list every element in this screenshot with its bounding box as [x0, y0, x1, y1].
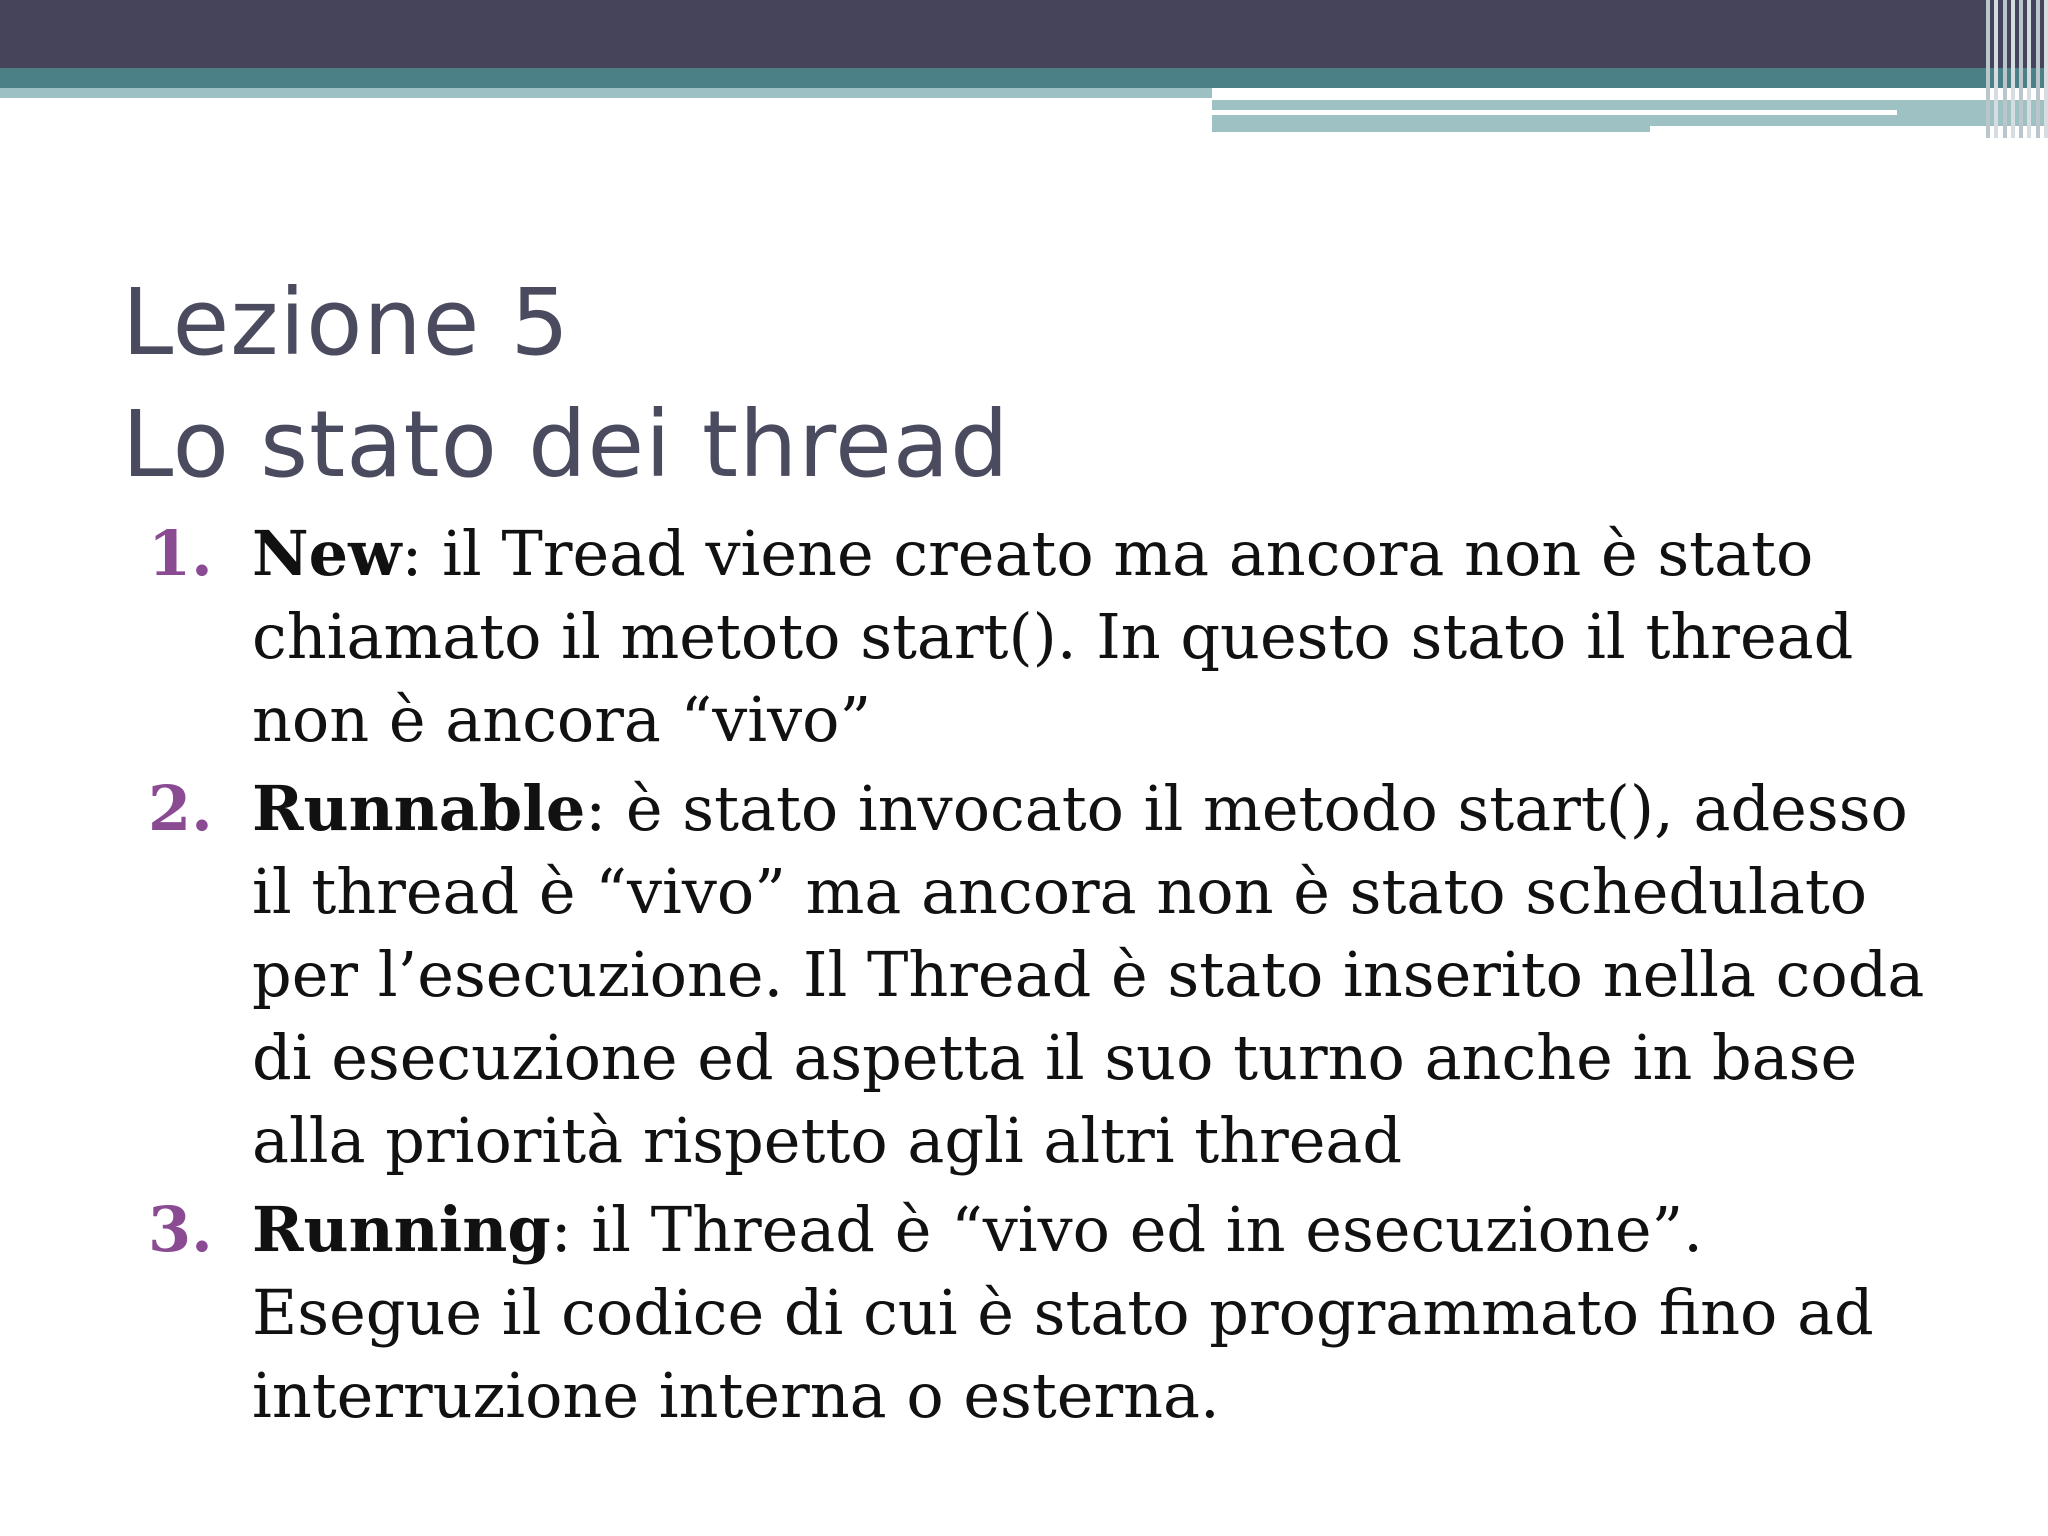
list-description: il Tread viene creato ma ancora non è stato chiamato il metoto start(). In questo stato il thread non è ancora “vivo”: [252, 517, 1854, 756]
list-separator: :: [401, 517, 423, 590]
header-teal-bar: [0, 68, 2048, 88]
list-description: il Thread è “vivo ed in esecuzione”. Esegue il codice di cui è stato programmato fino ad interruzione interna o esterna.: [252, 1193, 1874, 1432]
list-separator: :: [550, 1193, 572, 1266]
list-number: 3.: [148, 1193, 213, 1266]
header-light-teal-bar: [0, 88, 1212, 98]
header-right-white-line: [1212, 110, 1897, 115]
list-number: 2.: [148, 772, 213, 845]
header-corner-stripes: [1986, 0, 2048, 138]
list-item-new: [148, 512, 1948, 761]
list-term: Running: [252, 1193, 551, 1266]
thread-states-list: [148, 512, 1948, 1443]
list-description: è stato invocato il metodo start(), adesso il thread è “vivo” ma ancora non è stato schedulato per l’esecuzione. Il Thread è stato inserito nella coda di esecuzione ed aspetta il suo turno anche in base alla priorità rispetto agli altri thread: [252, 772, 1925, 1177]
list-item-runnable: [148, 767, 1948, 1182]
header-dark-bar: [0, 0, 2048, 68]
list-term: New: [252, 517, 402, 590]
slide-title-line-2: Lo stato dei thread: [122, 391, 1010, 498]
list-term: Runnable: [252, 772, 586, 845]
slide-title: [122, 262, 1010, 506]
list-item-running: [148, 1188, 1948, 1437]
list-number: 1.: [148, 517, 213, 590]
slide-title-line-1: Lezione 5: [122, 269, 571, 376]
list-separator: :: [585, 772, 607, 845]
